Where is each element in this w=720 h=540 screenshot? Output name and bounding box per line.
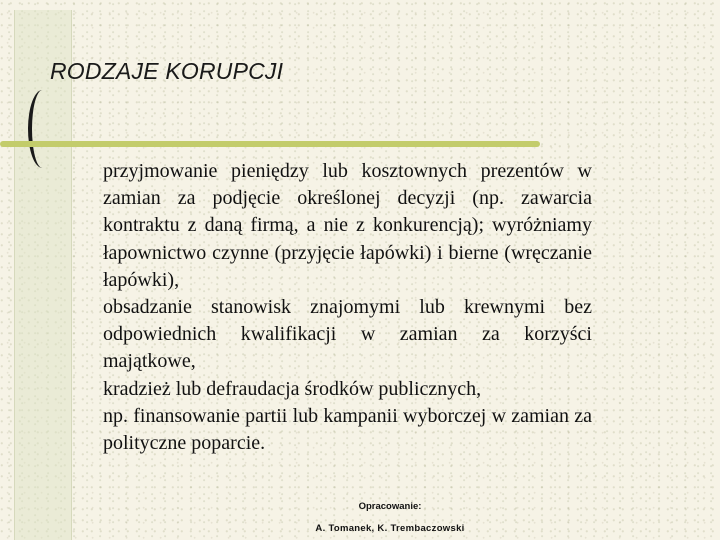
credit-label: Opracowanie:	[358, 501, 422, 512]
title-underline	[0, 141, 540, 147]
credit-block	[300, 500, 480, 535]
paragraph-embezzlement: kradzież lub defraudacja środków publicznych,	[103, 377, 482, 400]
paragraph-political-financing: np. finansowanie partii lub kampanii wyborczej w zamian za polityczne poparcie.	[103, 404, 592, 455]
slide-body	[103, 158, 592, 457]
paragraph-bribery: przyjmowanie pieniędzy lub kosztownych prezentów w zamian za podjęcie określonej decyzji (np. zawarcia kontraktu z daną firmą, a nie z konkurencją); wyróżniamy łapownictwo czynne (przyjęcie łapówki) i bierne (wręczanie łapówki),	[103, 160, 592, 291]
slide-title: RODZAJE KORUPCJI	[50, 58, 284, 84]
paragraph-nepotism: obsadzanie stanowisk znajomymi lub krewnymi bez odpowiednich kwalifikacji w zamian za korzyści majątkowe,	[103, 296, 592, 373]
credit-names: A. Tomanek, K. Trembaczowski	[315, 523, 465, 534]
bracket-decoration	[28, 90, 52, 168]
